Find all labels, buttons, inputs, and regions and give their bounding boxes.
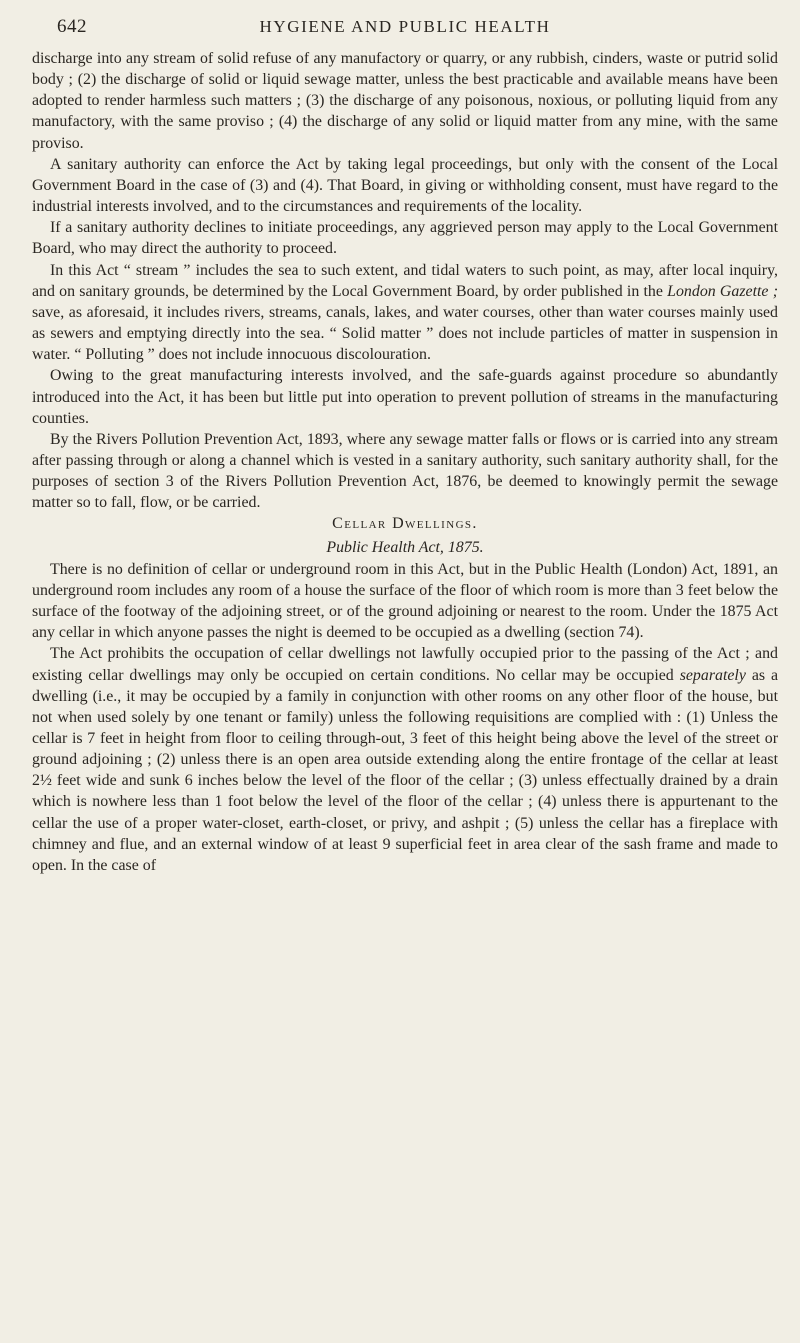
paragraph-aggrieved-person: If a sanitary authority declines to initiate proceedings, any aggrieved person may apply to the Local Government Board, who may direct the authority to proceed.	[32, 219, 778, 258]
page-number: 642	[57, 16, 87, 37]
body-text	[32, 48, 778, 876]
running-title: HYGIENE AND PUBLIC HEALTH	[259, 17, 551, 36]
paragraph-rivers-act-1893: By the Rivers Pollution Prevention Act, 1893, where any sewage matter falls or flows or is carried into any stream after passing through or along a channel which is vested in a sanitary authority, such sanitary authority shall, for the purposes of section 3 of the Rivers Pollution Prevention Act, 1876, be deemed to knowingly permit the sewage matter so to fall, flow, or be carried.	[32, 430, 778, 512]
paragraph-stream-definition	[32, 260, 778, 366]
running-head	[32, 10, 778, 48]
paragraph-enforcement: A sanitary authority can enforce the Act by taking legal proceedings, but only with the consent of the Local Government Board in the case of (3) and (4). That Board, in giving or withholding consent, must have regard to the industrial interests involved, and to the circumstances and requirements of the locality.	[32, 155, 778, 216]
requisitions-text-cont: as a dwelling (i.e., it may be occupied by a family in conjunction with other rooms on any other floor of the house, but not when used solely by one tenant or family) unless the following requisitions are complied with : (1) Unless the cellar is 7 feet in height from floor to ceiling through-out, 3 feet of this height being above the level of the street or ground adjoining ; (2) unless there is an open area outside extending along the entire frontage of the cellar at least 2½ feet wide and sunk 6 inches below the level of the floor of the cellar ; (3) unless effectually drained by a drain which is nowhere less than 1 foot below the level of the floor of the cellar ; (4) unless there is appurtenant to the cellar the use of a proper water-closet, earth-closet, or privy, and ashpit ; (5) unless the cellar has a fireplace with chimney and flue, and an external window of at least 9 superficial feet in area clear of the sash frame and made to open. In the case of	[32, 666, 779, 874]
london-gazette: London Gazette ;	[667, 282, 778, 300]
paragraph-cellar-definition: There is no definition of cellar or underground room in this Act, but in the Public Health (London) Act, 1891, an underground room includes any room of a house the surface of the floor of which room is more than 3 feet below the surface of the footway of the adjoining street, or of the ground adjoining or nearest to the room. Under the 1875 Act any cellar in which anyone passes the night is deemed to be occupied as a dwelling (section 74).	[32, 560, 778, 642]
paragraph-cellar-requisitions	[32, 643, 778, 876]
stream-definition-text-cont: save, as aforesaid, it includes rivers, streams, canals, lakes, and water courses, other than water courses mainly used as sewers and emptying directly into the sea. “ Solid matter ” does not include particles of matter in suspension in water. “ Polluting ” does not include innocuous discolouration.	[32, 303, 778, 364]
paragraph-discharge-list: discharge into any stream of solid refuse of any manufactory or quarry, or any rubbish, cinders, waste or putrid solid body ; (2) the discharge of solid or liquid sewage matter, unless the best practicable and available means have been adopted to render harmless such matters ; (3) the discharge of any poisonous, noxious, or polluting liquid from any manufactory, with the same proviso ; (4) the discharge of any solid or liquid matter from any mine, with the same proviso.	[32, 50, 778, 152]
stream-definition-text: In this Act “ stream ” includes the sea to such extent, and tidal waters to such point, as may, after local inquiry, and on sanitary grounds, be determined by the Local Government Board, by order published in the	[32, 261, 778, 300]
requisitions-text: The Act prohibits the occupation of cellar dwellings not lawfully occupied prior to the passing of the Act ; and existing cellar dwellings may only be occupied on certain conditions. No cellar may be occupied	[32, 645, 778, 684]
separately-emphasis: separately	[679, 666, 746, 684]
paragraph-manufacturing-interests: Owing to the great manufacturing interests involved, and the safe-guards against procedure so abundantly introduced into the Act, it has been but little put into operation to prevent pollution of streams in the manufacturing counties.	[32, 367, 778, 427]
section-heading: Cellar Dwellings.	[332, 515, 478, 533]
section-subheading: Public Health Act, 1875.	[326, 538, 484, 556]
book-page	[0, 10, 800, 1343]
